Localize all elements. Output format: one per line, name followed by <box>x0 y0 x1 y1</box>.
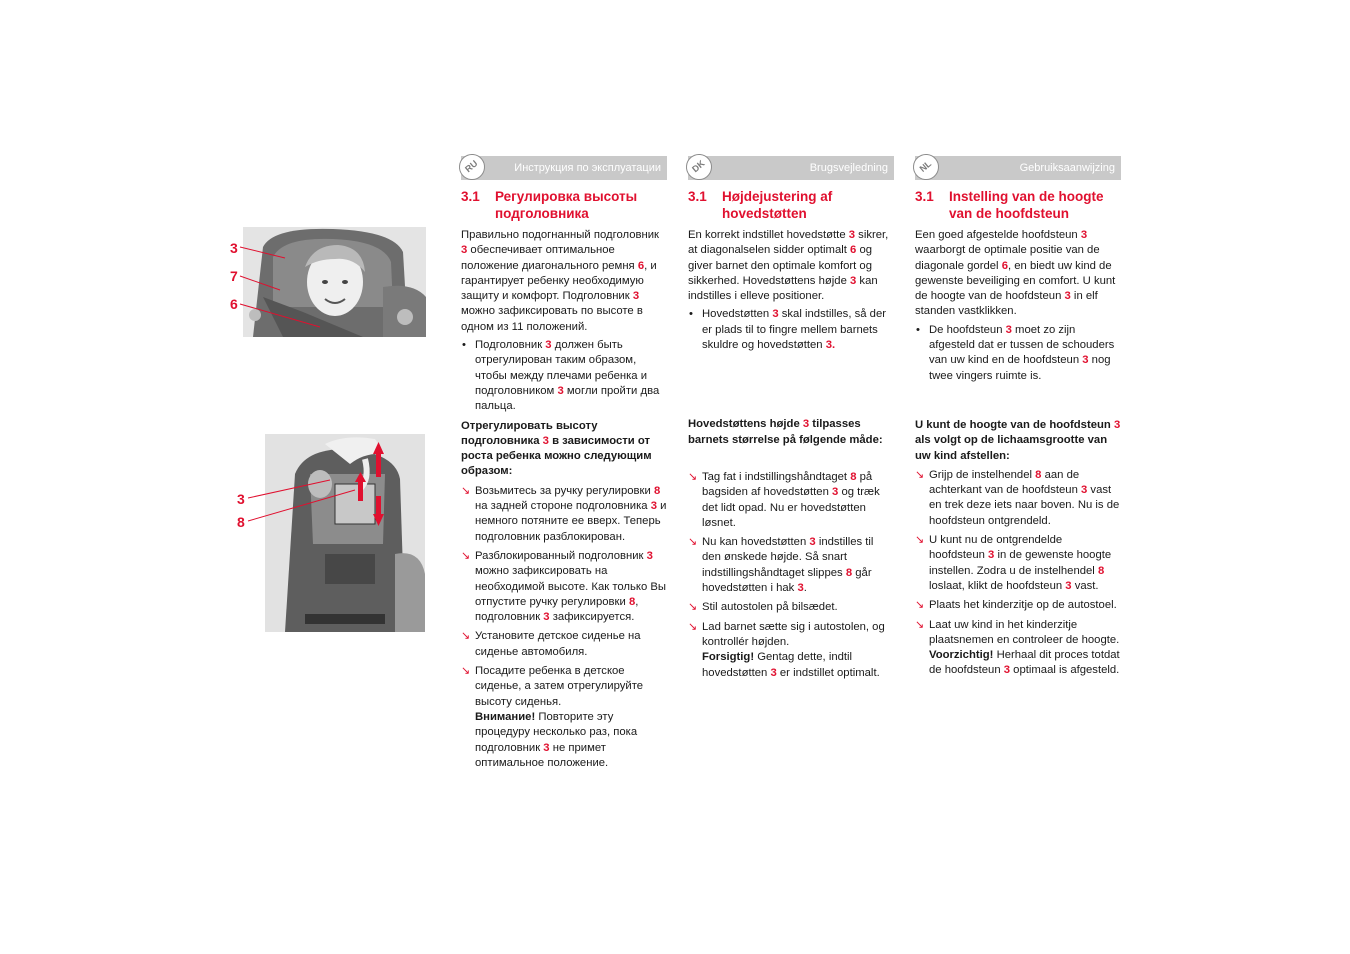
step-arrow-icon: ↘ <box>461 484 471 497</box>
step-arrow-icon: ↘ <box>688 620 698 633</box>
callout-8: 8 <box>237 514 245 530</box>
section-heading <box>915 188 1121 222</box>
reference-number: 3 <box>1113 418 1121 431</box>
header-title: Инструкция по эксплуатации <box>514 162 661 174</box>
step-arrow-icon: ↘ <box>915 534 925 547</box>
reference-number: 8 <box>1097 564 1105 577</box>
bullet-item: • De hoofdsteun 3 moet zo zijn afgesteld dat er tussen de schouders van uw kind en de hoofdsteun 3 nog twee vingers ruimte is. <box>915 323 1121 384</box>
reference-number: 3 <box>1003 664 1011 677</box>
section-title: Instelling van de hoogte van de hoofdsteun <box>949 189 1104 221</box>
instruction-heading: Hovedstøttens højde 3 tilpasses barnets størrelse på følgende måde: <box>688 418 883 446</box>
reference-number: 8 <box>628 595 636 608</box>
reference-number: 3 <box>1082 354 1089 367</box>
header-title: Brugsvejledning <box>809 162 888 174</box>
column-ru <box>461 156 667 771</box>
steps-list <box>688 470 894 681</box>
step-arrow-icon: ↘ <box>915 599 925 612</box>
intro-paragraph: Een goed afgestelde hoofdsteun 3 waarborgt de optimale positie van de diagonale gordel 6, en biedt uw kind de gewenste beveiliging en comfort. U kunt de hoogte van de hoofdsteun 3 in elf standen vastklikken. <box>915 229 1116 318</box>
steps-list <box>915 468 1121 679</box>
warning-label: Voorzichtig! <box>929 649 994 662</box>
reference-number: 3 <box>850 274 857 287</box>
section-number: 3.1 <box>915 189 934 204</box>
step-item: ↘ U kunt nu de ontgrendelde hoofdsteun 3 in de gewenste hoogte instellen. Zodra u de instelhendel 8 loslaat, klikt de hoofdsteun 3 vast. <box>915 534 1112 592</box>
reference-number: 8 <box>1035 468 1042 481</box>
reference-number: 3 <box>543 741 550 754</box>
header-title: Gebruiksaanwijzing <box>1019 162 1115 174</box>
column-nl <box>915 156 1121 679</box>
reference-number: 3 <box>1065 579 1072 592</box>
step-arrow-icon: ↘ <box>461 549 471 562</box>
callout-3-bottom: 3 <box>237 491 245 507</box>
step-arrow-icon: ↘ <box>688 536 698 549</box>
reference-number: 3 <box>542 434 549 447</box>
reference-number: 3 <box>1005 323 1012 336</box>
bullet-item: • Подголовник 3 должен быть отрегулирован таким образом, чтобы между плечами ребенка и подголовником 3 могли пройти два пальца. <box>461 338 667 414</box>
reference-number: 3 <box>543 611 550 624</box>
reference-number: 8 <box>850 470 857 483</box>
step-item: ↘ Grijp de instelhendel 8 aan de achterkant van de hoofdsteun 3 vast en trek deze iets naar boven. Nu is de hoofdsteun ontgrendeld. <box>915 468 1120 527</box>
step-item: ↘ Stil autostolen på bilsædet. <box>688 600 894 615</box>
step-item: ↘ Возьмитесь за ручку регулировки 8 на задней стороне подголовника 3 и немного потяните ее вверх. Теперь подголовник разблокирован. <box>461 484 667 543</box>
reference-number: 3 <box>632 290 640 303</box>
section-title: Регулировка высоты подголовника <box>495 189 638 221</box>
step-arrow-icon: ↘ <box>915 618 925 631</box>
reference-number: 3 <box>832 486 839 499</box>
callout-6: 6 <box>230 296 238 312</box>
steps-list <box>461 484 667 771</box>
reference-number: 3 <box>545 339 552 352</box>
section-number: 3.1 <box>461 189 480 204</box>
step-arrow-icon: ↘ <box>461 665 471 678</box>
step-item: ↘ Lad barnet sætte sig i autostolen, og kontrollér højden. Forsigtig! Gentag dette, indtil hovedstøtten 3 er indstillet optimalt. <box>688 620 885 679</box>
warning-label: Forsigtig! <box>702 651 755 664</box>
language-badge: DK <box>681 149 718 186</box>
intro-paragraph: En korrekt indstillet hovedstøtte 3 sikrer, at diagonalselen sidder optimalt 6 og giver barnet den optimale komfort og sikkerhed. Hovedstøttens højde 3 kan indstilles i elleve positioner. <box>688 229 889 303</box>
reference-number: 3 <box>1080 229 1088 241</box>
step-arrow-icon: ↘ <box>688 601 698 614</box>
reference-number: 3 <box>557 384 564 397</box>
step-item: ↘ Laat uw kind in het kinderzitje plaatsnemen en controleer de hoogte. Voorzichtig! Herhaal dit proces totdat de hoofdsteun 3 optimaal is afgesteld. <box>915 618 1120 677</box>
reference-number: 6 <box>637 259 645 272</box>
language-badge: NL <box>908 149 945 186</box>
reference-number: 3 <box>461 244 468 257</box>
language-badge: RU <box>454 149 491 186</box>
step-arrow-icon: ↘ <box>688 470 698 483</box>
step-item: ↘ Tag fat i indstillingshåndtaget 8 på bagsiden af hovedstøtten 3 og træk det lidt opad. Nu er hovedstøtten løsnet. <box>688 470 880 529</box>
step-item: ↘ Nu kan hovedstøtten 3 indstilles til den ønskede højde. Så snart indstillingshåndtaget slippes 8 går hovedstøtten i hak 3. <box>688 536 874 595</box>
bullet-item: • Hovedstøtten 3 skal indstilles, så der er plads til to fingre mellem barnets skuldre og hovedstøtten 3. <box>688 307 894 353</box>
reference-number: 3 <box>848 229 856 241</box>
reference-number: 3 <box>988 549 995 562</box>
step-item: ↘ Установите детское сиденье на сиденье автомобиля. <box>461 630 641 658</box>
reference-number: 6 <box>1001 259 1008 272</box>
step-item: ↘ Посадите ребенка в детское сиденье, а затем отрегулируйте высоту сиденья. Внимание! Повторите эту процедуру несколько раз, пока подголовник 3 не примет оптимальное положение. <box>461 665 644 769</box>
reference-number: 3 <box>797 582 804 595</box>
reference-number: 3. <box>825 339 836 352</box>
reference-number: 3 <box>802 418 810 431</box>
step-item: ↘ Разблокированный подголовник 3 можно зафиксировать на необходимой высоте. Как только Вы отпустите ручку регулировки 8, подголовник 3 зафиксируется. <box>461 549 667 624</box>
intro-paragraph: Правильно подогнанный подголовник 3 обеспечивает оптимальное положение диагонального ремня 6, и гарантирует ребенку необходимую защиту и комфорт. Подголовник 3 можно зафиксировать по высоте в одном из 11 положений. <box>461 229 659 333</box>
callout-3-top: 3 <box>230 240 238 256</box>
language-header <box>688 156 894 180</box>
language-header <box>915 156 1121 180</box>
step-arrow-icon: ↘ <box>461 630 471 643</box>
warning-label: Внимание! <box>475 710 536 723</box>
callout-7: 7 <box>230 268 238 284</box>
reference-number: 3 <box>1064 290 1071 303</box>
section-heading <box>688 188 894 222</box>
section-title: Højdejustering af hovedstøtten <box>722 189 833 221</box>
reference-number: 8 <box>845 566 853 579</box>
reference-number: 3 <box>646 549 653 562</box>
step-arrow-icon: ↘ <box>915 468 925 481</box>
reference-number: 3 <box>1081 484 1088 497</box>
reference-number: 3 <box>809 536 816 549</box>
column-dk <box>688 156 894 681</box>
reference-number: 8 <box>653 484 661 497</box>
reference-number: 6 <box>850 244 857 257</box>
language-header <box>461 156 667 180</box>
reference-number: 3 <box>650 500 657 513</box>
section-heading <box>461 188 667 222</box>
reference-number: 3 <box>772 308 779 321</box>
section-number: 3.1 <box>688 189 707 204</box>
step-item: ↘ Plaats het kinderzitje op de autostoel. <box>915 598 1121 613</box>
reference-number: 3 <box>770 666 777 679</box>
instruction-heading: U kunt de hoogte van de hoofdsteun 3 als volgt op de lichaamsgrootte van uw kind afstellen: <box>915 418 1121 462</box>
instruction-heading: Отрегулировать высоту подголовника 3 в зависимости от роста ребенка можно следующим образом: <box>461 419 652 478</box>
